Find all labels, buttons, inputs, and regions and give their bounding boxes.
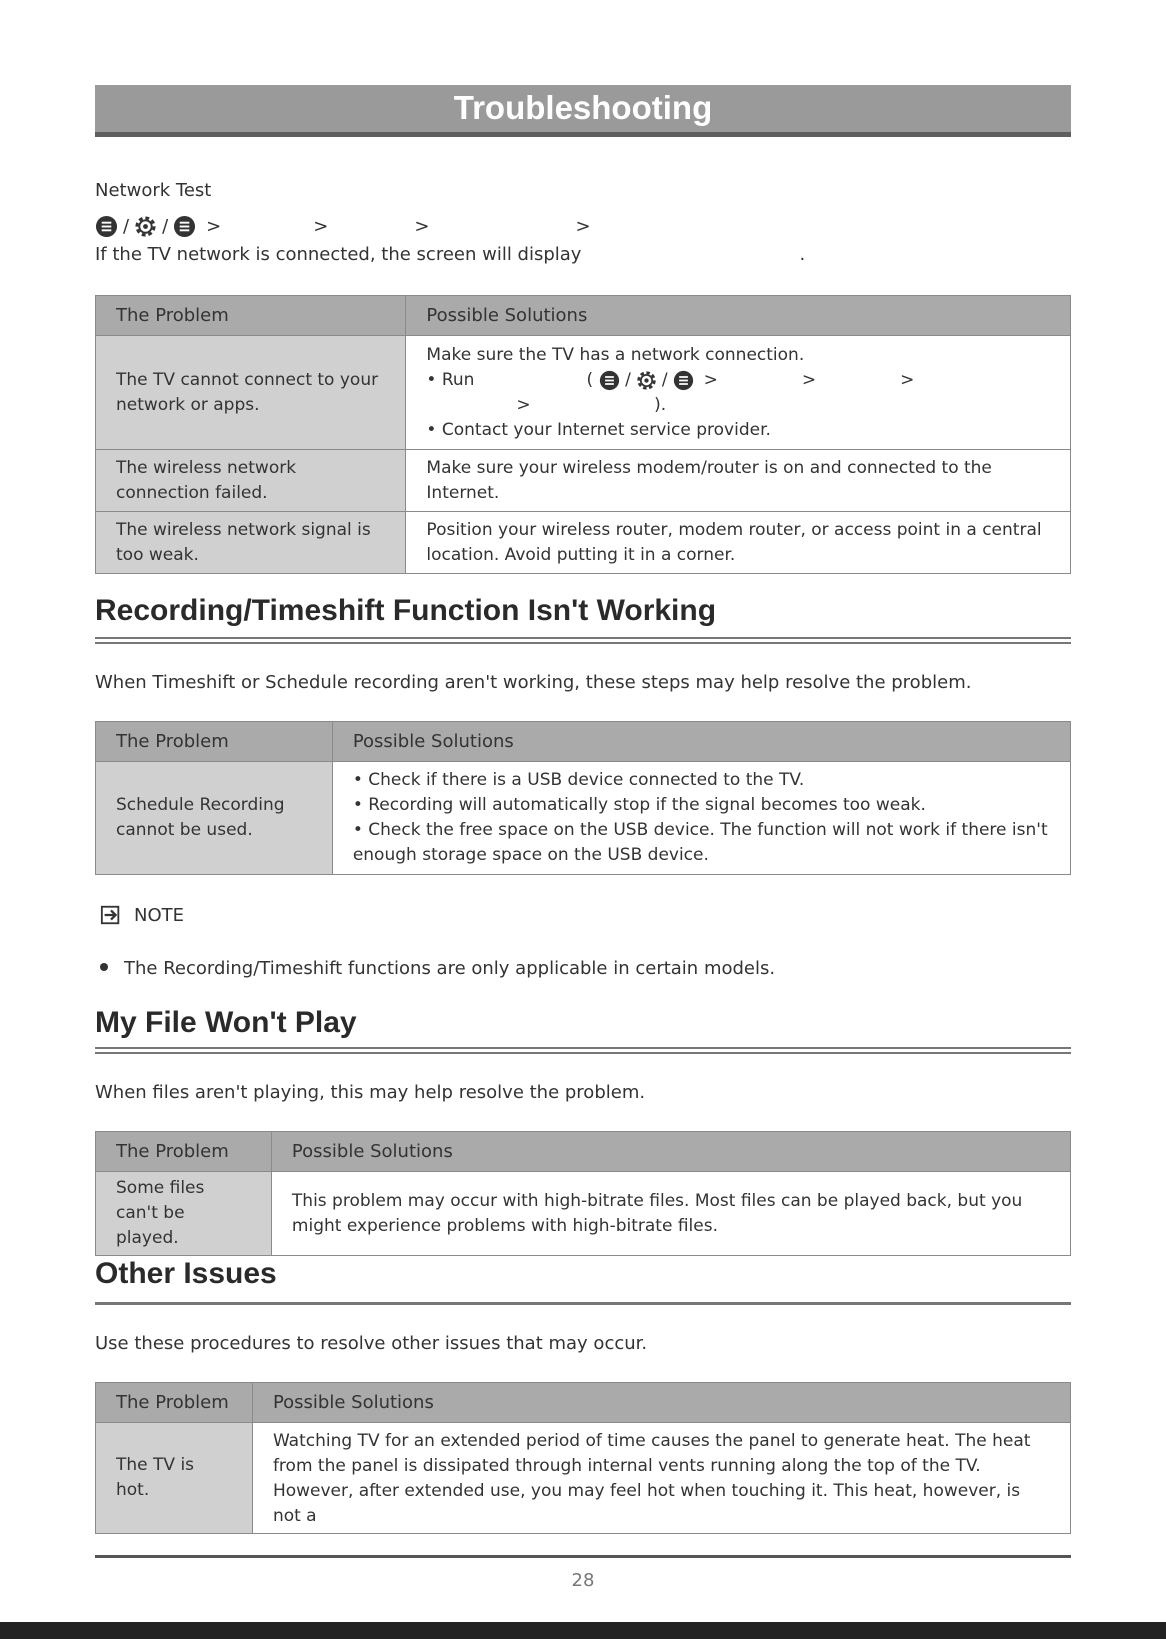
settings-gear-icon <box>134 215 157 238</box>
table-row <box>96 1423 1071 1534</box>
nav-separator: > <box>313 215 329 237</box>
description-text: If the TV network is connected, the screen will display <box>95 244 582 265</box>
header-solutions: Possible Solutions <box>332 722 1070 762</box>
header-solutions: Possible Solutions <box>406 296 1071 336</box>
menu-icon <box>173 215 196 238</box>
files-troubleshooting-table <box>95 1131 1071 1256</box>
note-bullet <box>100 958 775 979</box>
problem-cell: Some files can't be played. <box>96 1172 272 1256</box>
nav-separator: > <box>516 394 531 415</box>
problem-cell: Schedule Recording cannot be used. <box>96 762 333 875</box>
header-problem: The Problem <box>96 296 406 336</box>
nav-separator: / <box>123 215 130 237</box>
problem-cell: The TV is hot. <box>96 1423 253 1534</box>
table-row <box>96 450 1071 512</box>
solution-cell <box>332 762 1070 875</box>
note-arrow-icon <box>100 904 122 926</box>
section-divider <box>95 1302 1071 1305</box>
nav-separator: / <box>625 369 631 390</box>
solution-cell: This problem may occur with high-bitrate files. Most files can be played back, but you might experience problems with high-bitrate files. <box>271 1172 1070 1256</box>
nav-separator: > <box>703 369 718 390</box>
menu-icon <box>599 370 620 391</box>
menu-icon <box>95 215 118 238</box>
table-header-row <box>96 722 1071 762</box>
table-row <box>96 1172 1071 1256</box>
bullet-dot <box>100 963 108 971</box>
network-test-title: Network Test <box>95 180 212 201</box>
solution-line: • Check the free space on the USB device. The function will not work if there isn't enough storage space on the USB device. <box>352 820 1048 865</box>
nav-separator: > <box>206 215 222 237</box>
section-title-recording: Recording/Timeshift Function Isn't Working <box>95 594 717 627</box>
table-header-row <box>96 1383 1071 1423</box>
table-row <box>96 512 1071 574</box>
solution-run-line <box>426 368 1050 393</box>
problem-cell: The wireless network signal is too weak. <box>96 512 406 574</box>
paren-open: ( <box>586 369 594 390</box>
section-intro-other: Use these procedures to resolve other issues that may occur. <box>95 1333 648 1354</box>
menu-icon <box>673 370 694 391</box>
nav-separator: > <box>414 215 430 237</box>
network-test-description <box>95 244 805 265</box>
network-test-nav-path <box>95 213 591 239</box>
solution-line: Make sure the TV has a network connection. <box>426 344 805 365</box>
note-bullet-text: The Recording/Timeshift functions are only applicable in certain models. <box>124 958 776 979</box>
table-header-row <box>96 1132 1071 1172</box>
solution-cell: Position your wireless router, modem router, or access point in a central location. Avoid putting it in a corner. <box>406 512 1071 574</box>
bottom-edge <box>0 1622 1166 1639</box>
section-title-other: Other Issues <box>95 1257 277 1290</box>
section-divider <box>95 1047 1071 1054</box>
section-title-files: My File Won't Play <box>95 1006 357 1039</box>
note-label <box>100 904 184 926</box>
solution-line: • Check if there is a USB device connected to the TV. <box>352 770 805 790</box>
solution-cell: Make sure your wireless modem/router is on and connected to the Internet. <box>406 450 1071 512</box>
page-header-banner <box>95 85 1071 137</box>
nav-separator: > <box>900 369 915 390</box>
header-problem: The Problem <box>96 1383 253 1423</box>
nav-separator: / <box>162 215 169 237</box>
nav-separator: / <box>661 369 668 390</box>
solution-cell <box>406 336 1071 450</box>
section-intro-files: When files aren't playing, this may help resolve the problem. <box>95 1082 646 1103</box>
paren-close: ). <box>654 394 667 415</box>
nav-separator: > <box>575 215 591 237</box>
header-problem: The Problem <box>96 1132 272 1172</box>
settings-gear-icon <box>636 370 657 391</box>
table-header-row <box>96 296 1071 336</box>
run-label: • Run <box>426 369 475 390</box>
footer-divider <box>95 1555 1071 1558</box>
page-title: Troubleshooting <box>453 89 713 126</box>
section-divider <box>95 637 1071 644</box>
note-text: NOTE <box>134 904 185 926</box>
description-period: . <box>799 244 806 265</box>
recording-troubleshooting-table <box>95 721 1071 875</box>
table-row <box>96 762 1071 875</box>
solution-line: • Recording will automatically stop if the signal becomes too weak. <box>352 795 926 815</box>
solution-cell: Watching TV for an extended period of time causes the panel to generate heat. The heat from the panel is dissipated through internal vents running along the top of the TV. However, after extended use, you may feel hot when touching it. This heat, however, is not a <box>252 1423 1070 1534</box>
solution-line: • Contact your Internet service provider. <box>426 419 771 440</box>
other-troubleshooting-table <box>95 1382 1071 1534</box>
section-intro-recording: When Timeshift or Schedule recording aren't working, these steps may help resolve the problem. <box>95 672 972 693</box>
solution-run-line-2 <box>426 393 1050 418</box>
problem-cell: The wireless network connection failed. <box>96 450 406 512</box>
nav-separator: > <box>801 369 817 390</box>
header-solutions: Possible Solutions <box>271 1132 1070 1172</box>
header-problem: The Problem <box>96 722 333 762</box>
problem-cell: The TV cannot connect to your network or apps. <box>96 336 406 450</box>
page-number: 28 <box>571 1570 595 1591</box>
table-row <box>96 336 1071 450</box>
header-solutions: Possible Solutions <box>252 1383 1070 1423</box>
network-troubleshooting-table <box>95 295 1071 574</box>
